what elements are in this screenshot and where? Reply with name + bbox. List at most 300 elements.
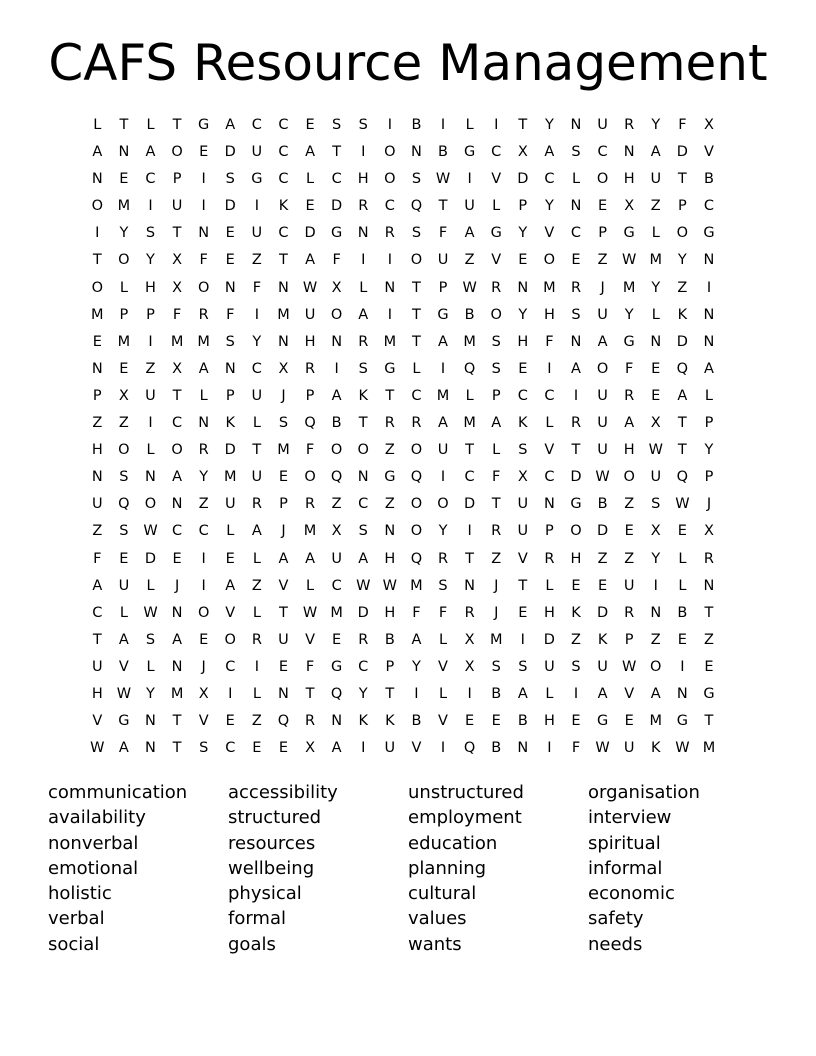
grid-letter: Z [650, 198, 661, 215]
grid-letter: M [117, 198, 131, 215]
grid-letter: A [650, 144, 661, 161]
grid-letter: X [331, 279, 342, 296]
grid-letter: T [172, 740, 182, 757]
grid-letter: N [517, 740, 529, 757]
grid-letter: N [145, 740, 156, 757]
word-list-item: holistic [48, 883, 112, 905]
grid-letter: Q [410, 550, 423, 567]
grid-letter: N [278, 279, 289, 296]
grid-letter: L [651, 225, 660, 242]
word-list-item: goals [228, 933, 276, 955]
grid-letter: L [252, 604, 261, 621]
grid-letter: G [596, 713, 609, 730]
grid-letter: Y [544, 198, 554, 215]
grid-letter: L [306, 171, 315, 188]
grid-letter: N [384, 523, 396, 540]
grid-letter: K [597, 631, 608, 648]
grid-letter: A [624, 415, 635, 432]
grid-letter: O [596, 171, 609, 188]
grid-letter: N [171, 658, 183, 675]
grid-letter: X [172, 279, 183, 296]
grid-letter: J [281, 523, 286, 540]
grid-letter: Q [410, 469, 423, 486]
grid-letter: U [517, 496, 529, 513]
grid-letter: N [91, 360, 103, 377]
page-title: CAFS Resource Management [48, 34, 768, 92]
grid-letter: V [491, 171, 502, 188]
grid-letter: U [91, 496, 103, 513]
word-list-item: needs [588, 933, 643, 955]
word-list-item: spiritual [588, 832, 661, 854]
grid-letter: R [251, 496, 262, 513]
grid-letter: G [570, 496, 582, 513]
grid-letter: Z [650, 631, 661, 648]
grid-letter: C [278, 117, 289, 133]
grid-letter: S [651, 496, 661, 513]
grid-letter: W [302, 604, 318, 621]
grid-letter: E [172, 550, 182, 567]
grid-letter: D [464, 496, 476, 513]
grid-letter: U [597, 658, 608, 675]
grid-letter: F [438, 604, 448, 621]
grid-letter: B [677, 604, 688, 621]
grid-letter: X [517, 469, 528, 486]
grid-letter: E [278, 658, 289, 675]
grid-letter: Q [118, 496, 130, 513]
grid-letter: D [543, 631, 555, 648]
grid-letter: C [331, 171, 342, 188]
grid-letter: W [356, 577, 371, 594]
grid-letter: I [547, 740, 552, 757]
grid-letter: Y [146, 252, 155, 269]
grid-letter: S [411, 171, 422, 188]
grid-letter: P [146, 306, 155, 323]
grid-letter: A [92, 577, 103, 594]
grid-letter: W [595, 469, 610, 486]
grid-letter: O [197, 279, 210, 296]
grid-letter: N [703, 577, 715, 594]
grid-letter: E [571, 252, 581, 269]
grid-letter: T [332, 144, 342, 161]
grid-letter: F [438, 225, 448, 242]
grid-letter: C [278, 144, 289, 161]
grid-letter: Z [331, 496, 342, 513]
grid-letter: U [251, 225, 263, 242]
grid-letter: W [382, 577, 397, 594]
grid-letter: Y [651, 117, 661, 133]
grid-letter: O [410, 442, 423, 459]
grid-letter: D [144, 550, 157, 567]
grid-letter: I [387, 306, 392, 323]
grid-letter: A [305, 252, 315, 269]
grid-letter: I [201, 198, 206, 215]
grid-letter: H [384, 604, 396, 621]
grid-letter: G [676, 713, 688, 730]
grid-letter: E [252, 740, 262, 757]
grid-letter: A [278, 550, 289, 567]
grid-letter: T [358, 415, 368, 432]
grid-letter: G [118, 713, 130, 730]
grid-letter: W [143, 604, 158, 621]
grid-letter: M [277, 442, 290, 459]
grid-letter: S [411, 225, 422, 242]
grid-letter: O [91, 279, 103, 296]
grid-letter: J [281, 387, 286, 404]
grid-letter: C [358, 658, 369, 675]
grid-letter: E [491, 713, 501, 730]
grid-letter: L [651, 306, 660, 323]
grid-letter: M [543, 279, 556, 296]
grid-letter: Z [571, 631, 581, 648]
grid-letter: L [226, 523, 235, 540]
grid-letter: C [358, 496, 369, 513]
grid-letter: O [410, 523, 423, 540]
grid-letter: M [649, 713, 663, 730]
grid-letter: Z [677, 279, 688, 296]
grid-letter: T [677, 442, 687, 459]
grid-letter: N [278, 685, 289, 702]
grid-letter: I [467, 523, 472, 540]
grid-letter: D [357, 604, 369, 621]
grid-letter: M [463, 415, 476, 432]
grid-letter: C [278, 171, 289, 188]
grid-letter: G [437, 306, 449, 323]
grid-letter: E [278, 740, 289, 757]
grid-letter: F [305, 658, 315, 675]
grid-letter: L [93, 117, 102, 133]
grid-letter: C [384, 198, 395, 215]
grid-letter: V [118, 658, 129, 675]
grid-letter: X [650, 415, 661, 432]
grid-letter: R [358, 198, 369, 215]
grid-letter: L [492, 198, 501, 215]
grid-letter: T [491, 496, 501, 513]
grid-letter: D [331, 198, 343, 215]
grid-letter: R [491, 279, 502, 296]
grid-letter: K [278, 198, 289, 215]
grid-letter: D [517, 171, 529, 188]
word-list-item: structured [228, 807, 322, 829]
grid-letter: I [361, 252, 366, 269]
grid-letter: G [703, 225, 715, 242]
word-list-item: economic [588, 883, 675, 905]
grid-letter: M [622, 279, 636, 296]
grid-letter: V [491, 252, 502, 269]
word-list-item: employment [408, 807, 522, 829]
grid-letter: M [303, 523, 317, 540]
grid-letter: U [91, 658, 103, 675]
grid-letter: U [597, 306, 608, 323]
grid-letter: A [464, 225, 475, 242]
grid-letter: S [358, 117, 368, 133]
grid-letter: N [198, 415, 210, 432]
grid-letter: T [252, 442, 262, 459]
grid-letter: L [438, 685, 448, 702]
grid-letter: J [494, 604, 499, 621]
grid-letter: N [384, 279, 396, 296]
grid-letter: K [358, 387, 368, 404]
grid-letter: X [650, 523, 661, 540]
grid-letter: M [702, 740, 716, 757]
grid-letter: T [119, 117, 129, 133]
grid-letter: I [201, 577, 206, 594]
grid-letter: N [198, 225, 210, 242]
grid-letter: B [491, 740, 502, 757]
grid-letter: R [464, 604, 475, 621]
grid-letter: H [145, 279, 156, 296]
grid-letter: O [224, 631, 236, 648]
grid-letter: A [438, 333, 448, 350]
grid-letter: O [490, 306, 502, 323]
word-list-item: unstructured [408, 782, 524, 803]
grid-letter: E [225, 713, 235, 730]
grid-letter: U [597, 117, 608, 133]
word-list-item: nonverbal [48, 832, 139, 854]
grid-letter: O [384, 144, 396, 161]
grid-letter: I [680, 658, 685, 675]
grid-letter: K [358, 713, 368, 730]
grid-letter: C [172, 415, 183, 432]
grid-letter: C [544, 171, 555, 188]
grid-letter: R [624, 604, 635, 621]
grid-letter: R [305, 496, 316, 513]
grid-letter: U [171, 198, 183, 215]
grid-letter: P [172, 171, 182, 188]
grid-letter: R [198, 306, 209, 323]
grid-letter: Y [518, 225, 528, 242]
grid-letter: Z [384, 442, 395, 459]
grid-letter: N [650, 604, 662, 621]
grid-letter: L [438, 631, 448, 648]
grid-letter: L [252, 550, 261, 567]
grid-letter: I [201, 171, 206, 188]
grid-letter: U [464, 198, 475, 215]
grid-letter: L [412, 360, 421, 377]
grid-letter: K [385, 713, 395, 730]
grid-letter: I [440, 740, 446, 757]
grid-letter: Y [438, 523, 448, 540]
grid-letter: O [596, 360, 609, 377]
grid-letter: E [704, 658, 714, 675]
grid-letter: O [410, 496, 423, 513]
grid-letter: C [145, 171, 156, 188]
grid-letter: V [544, 442, 555, 459]
grid-letter: J [494, 577, 499, 594]
grid-letter: N [91, 171, 103, 188]
grid-letter: G [623, 225, 635, 242]
grid-letter: C [225, 658, 236, 675]
grid-letter: C [703, 198, 715, 215]
grid-letter: S [145, 225, 156, 242]
grid-letter: X [198, 685, 209, 702]
grid-letter: T [92, 252, 102, 269]
grid-letter: I [547, 360, 552, 377]
grid-letter: J [201, 658, 206, 675]
grid-letter: X [118, 387, 129, 404]
grid-letter: A [571, 360, 581, 377]
grid-letter: I [201, 550, 206, 567]
grid-letter: C [597, 144, 608, 161]
grid-letter: Z [198, 496, 209, 513]
grid-letter: U [251, 387, 263, 404]
grid-letter: E [624, 523, 634, 540]
grid-letter: I [573, 685, 579, 702]
grid-letter: P [518, 198, 528, 215]
grid-letter: J [600, 279, 605, 296]
grid-letter: O [623, 469, 635, 486]
grid-letter: X [172, 360, 183, 377]
word-list-item: availability [48, 807, 146, 829]
grid-letter: O [650, 658, 662, 675]
grid-letter: O [144, 496, 157, 513]
grid-letter: L [119, 279, 128, 296]
word-list-item: formal [228, 908, 286, 930]
letter-grid [84, 112, 722, 762]
grid-letter: Z [624, 550, 635, 567]
grid-letter: L [119, 604, 128, 621]
grid-letter: N [703, 252, 715, 269]
grid-letter: C [570, 225, 582, 242]
grid-letter: L [252, 685, 261, 702]
grid-letter: V [438, 658, 448, 675]
grid-letter: G [251, 171, 263, 188]
grid-letter: O [330, 442, 343, 459]
grid-letter: L [252, 415, 261, 432]
grid-letter: T [385, 387, 395, 404]
grid-letter: I [361, 740, 366, 757]
grid-letter: R [384, 415, 395, 432]
grid-letter: L [306, 577, 315, 594]
grid-letter: H [570, 550, 582, 567]
grid-letter: B [438, 144, 448, 161]
grid-letter: R [570, 415, 582, 432]
grid-letter: U [331, 550, 342, 567]
grid-letter: D [304, 225, 316, 242]
grid-letter: N [171, 604, 183, 621]
grid-letter: E [465, 713, 475, 730]
word-list-item: interview [588, 807, 672, 829]
grid-letter: I [573, 387, 579, 404]
grid-letter: X [624, 198, 635, 215]
grid-letter: K [225, 415, 236, 432]
grid-letter: N [650, 333, 662, 350]
grid-letter: S [358, 523, 368, 540]
grid-letter: G [331, 225, 343, 242]
grid-letter: C [278, 225, 289, 242]
grid-letter: O [570, 523, 582, 540]
grid-letter: O [676, 225, 689, 242]
grid-letter: H [91, 442, 103, 459]
grid-letter: U [437, 252, 449, 269]
grid-letter: A [118, 631, 129, 648]
word-list-item: safety [588, 908, 644, 930]
grid-letter: M [489, 631, 503, 648]
grid-letter: I [148, 333, 153, 350]
grid-letter: L [146, 577, 155, 594]
grid-letter: L [545, 415, 554, 432]
grid-letter: U [597, 442, 608, 459]
grid-letter: G [198, 117, 210, 133]
grid-letter: I [387, 117, 392, 133]
grid-letter: I [467, 685, 472, 702]
grid-letter: T [279, 604, 288, 621]
grid-letter: V [517, 550, 528, 567]
grid-letter: A [172, 469, 183, 486]
grid-letter: H [91, 685, 103, 702]
grid-letter: V [703, 144, 714, 161]
grid-letter: E [278, 469, 289, 486]
grid-letter: I [520, 631, 525, 648]
grid-letter: Z [251, 577, 262, 594]
grid-letter: R [251, 631, 262, 648]
grid-letter: T [385, 685, 395, 702]
grid-letter: A [544, 144, 555, 161]
grid-letter: C [92, 604, 103, 621]
grid-letter: A [597, 685, 608, 702]
grid-letter: T [571, 442, 581, 459]
grid-letter: W [116, 685, 132, 702]
grid-letter: P [438, 279, 448, 296]
word-list-item: education [408, 832, 498, 854]
grid-letter: I [228, 685, 233, 702]
grid-letter: Z [118, 415, 129, 432]
grid-letter: Y [677, 252, 687, 269]
grid-letter: M [383, 333, 397, 350]
grid-letter: L [146, 117, 155, 133]
grid-letter: V [92, 713, 103, 730]
grid-letter: B [703, 171, 714, 188]
grid-letter: U [145, 387, 156, 404]
grid-letter: S [199, 740, 209, 757]
grid-letter: G [384, 469, 396, 486]
grid-letter: V [624, 685, 635, 702]
grid-letter: U [597, 387, 608, 404]
grid-letter: W [435, 171, 451, 188]
grid-letter: F [332, 252, 341, 269]
grid-letter: H [357, 171, 369, 188]
grid-letter: B [411, 117, 422, 133]
grid-letter: I [254, 658, 259, 675]
grid-letter: N [703, 333, 715, 350]
grid-letter: D [596, 523, 609, 540]
grid-letter: F [412, 604, 421, 621]
grid-letter: B [384, 631, 395, 648]
grid-letter: A [92, 144, 103, 161]
grid-letter: O [543, 252, 556, 269]
grid-letter: C [251, 360, 262, 377]
grid-letter: P [92, 387, 102, 404]
grid-letter: N [410, 144, 422, 161]
grid-letter: T [92, 631, 102, 648]
grid-letter: Z [597, 550, 608, 567]
grid-letter: W [622, 252, 637, 269]
grid-letter: R [624, 117, 635, 133]
grid-letter: X [172, 252, 183, 269]
grid-letter: U [623, 740, 635, 757]
grid-letter: N [118, 144, 130, 161]
grid-letter: A [358, 550, 369, 567]
grid-letter: T [411, 279, 421, 296]
grid-letter: I [254, 198, 259, 215]
grid-letter: I [467, 171, 472, 188]
grid-letter: A [331, 387, 342, 404]
grid-letter: M [170, 685, 184, 702]
grid-letter: C [491, 144, 502, 161]
grid-letter: X [517, 144, 528, 161]
grid-letter: T [704, 713, 714, 730]
grid-letter: O [437, 496, 449, 513]
grid-letter: N [676, 685, 688, 702]
